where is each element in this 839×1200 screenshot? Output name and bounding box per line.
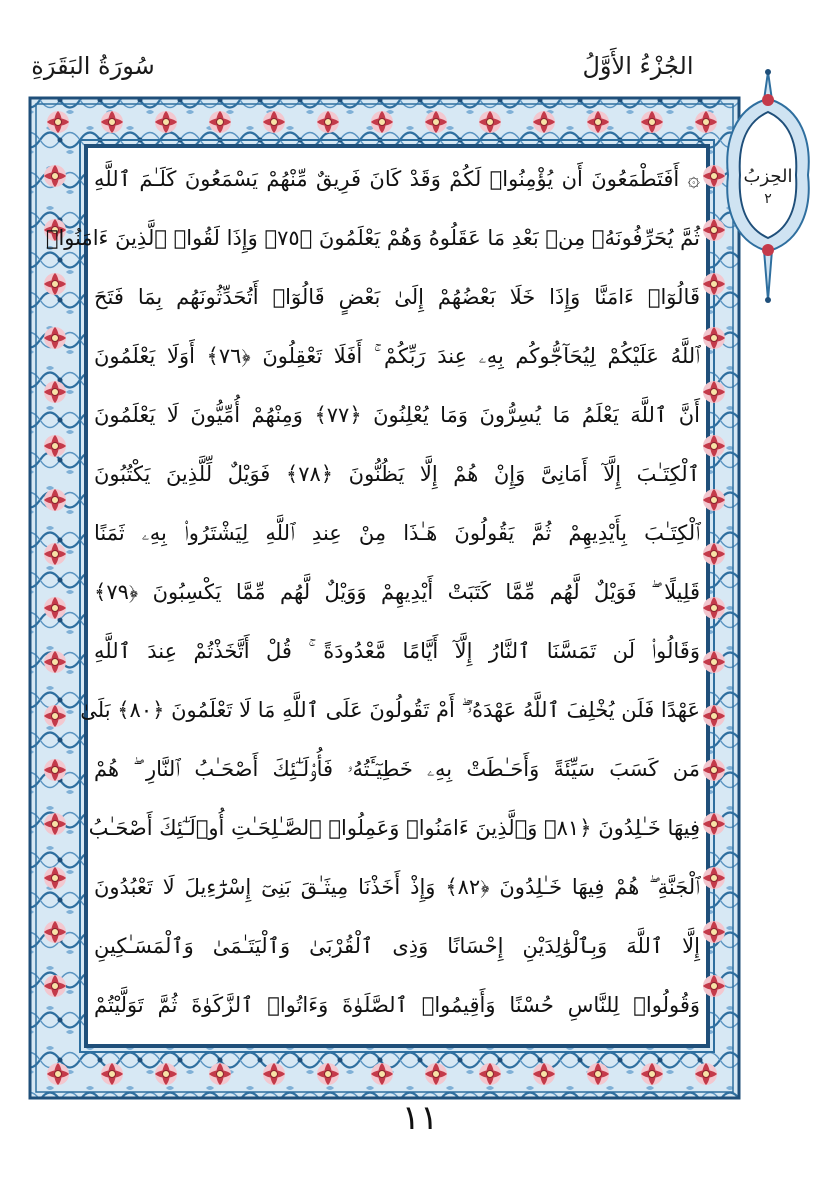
verse-line: عَهْدًا فَلَن يُخْلِفَ ٱللَّهُ عَهْدَهُۥٓ ۖ أَمْ تَقُولُونَ عَلَى ٱللَّهِ مَا لَا تَعْلَمُونَ ﴿٨٠﴾ بَلَىٰ — [80, 698, 700, 722]
verse-line: قَلِيلًا ۖ فَوَيْلٌ لَّهُم مِّمَّا كَتَبَتْ أَيْدِيهِمْ وَوَيْلٌ لَّهُم مِّمَّا يَكْسِبُونَ ﴿٧٩﴾ — [94, 580, 700, 604]
verse-line: ٱلْكِتَـٰبَ إِلَّآ أَمَانِىَّ وَإِنْ هُمْ إِلَّا يَظُنُّونَ ﴿٧٨﴾ فَوَيْلٌ لِّلَّذِينَ يَكْتُبُونَ — [94, 462, 700, 486]
verse-line: ٱلْكِتَـٰبَ بِأَيْدِيهِمْ ثُمَّ يَقُولُونَ هَـٰذَا مِنْ عِندِ ٱللَّهِ لِيَشْتَرُوا۟ بِهِۦ ثَمَنًا — [94, 521, 700, 545]
verse-line: إِلَّا ٱللَّهَ وَبِٱلْوَٰلِدَيْنِ إِحْسَانًا وَذِى ٱلْقُرْبَىٰ وَٱلْيَتَـٰمَىٰ وَٱلْمَسَـٰكِينِ — [94, 934, 700, 958]
verse-line: ۞ أَفَتَطْمَعُونَ أَن يُؤْمِنُوا۟ لَكُمْ وَقَدْ كَانَ فَرِيقٌ مِّنْهُمْ يَسْمَعُونَ كَلَـٰمَ ٱللَّهِ — [94, 167, 700, 191]
hizb-label — [728, 166, 808, 210]
verse-line: ٱلْجَنَّةِ ۖ هُمْ فِيهَا خَـٰلِدُونَ ﴿٨٢﴾ وَإِذْ أَخَذْنَا مِيثَـٰقَ بَنِىٓ إِسْرَٰٓءِيلَ لَا تَعْبُدُونَ — [94, 875, 700, 899]
hizb-number: ٢ — [764, 191, 772, 207]
juz-title: الجُزْءُ الأَوَّلُ — [582, 52, 694, 80]
page-number: ١١ — [401, 1098, 439, 1138]
verse-line: أَنَّ ٱللَّهَ يَعْلَمُ مَا يُسِرُّونَ وَمَا يُعْلِنُونَ ﴿٧٧﴾ وَمِنْهُمْ أُمِّيُّونَ لَا يَعْلَمُونَ — [94, 403, 700, 427]
hizb-title: الحِزبُ — [743, 166, 793, 187]
verse-line: ٱللَّهُ عَلَيْكُمْ لِيُحَآجُّوكُم بِهِۦ عِندَ رَبِّكُمْ ۚ أَفَلَا تَعْقِلُونَ ﴿٧٦﴾ أَوَلَا يَعْلَمُونَ — [94, 344, 700, 368]
verse-line: قَالُوٓا۟ ءَامَنَّا وَإِذَا خَلَا بَعْضُهُمْ إِلَىٰ بَعْضٍ قَالُوٓا۟ أَتُحَدِّثُونَهُم بِمَا فَتَحَ — [94, 285, 700, 309]
verse-line: مَن كَسَبَ سَيِّئَةً وَأَحَـٰطَتْ بِهِۦ خَطِيٓـَٔتُهُۥ فَأُو۟لَـٰٓئِكَ أَصْحَـٰبُ ٱلنَّارِ ۖ هُمْ — [94, 757, 700, 781]
surah-title: سُورَةُ البَقَرَةِ — [31, 52, 155, 80]
verse-line: فِيهَا خَـٰلِدُونَ ﴿٨١﴾ وَٱلَّذِينَ ءَامَنُوا۟ وَعَمِلُوا۟ ٱلصَّـٰلِحَـٰتِ أُو۟لَـٰٓئِكَ أَصْحَـٰبُ — [88, 816, 700, 840]
verse-line: ثُمَّ يُحَرِّفُونَهُۥ مِنۢ بَعْدِ مَا عَقَلُوهُ وَهُمْ يَعْلَمُونَ ﴿٧٥﴾ وَإِذَا لَقُوا۟ ٱلَّذِينَ ءَامَنُوا۟ — [45, 226, 700, 250]
verse-line: وَقَالُوا۟ لَن تَمَسَّنَا ٱلنَّارُ إِلَّآ أَيَّامًا مَّعْدُودَةً ۚ قُلْ أَتَّخَذْتُمْ عِندَ ٱللَّهِ — [94, 639, 700, 663]
verse-line: وَقُولُوا۟ لِلنَّاسِ حُسْنًا وَأَقِيمُوا۟ ٱلصَّلَوٰةَ وَءَاتُوا۟ ٱلزَّكَوٰةَ ثُمَّ تَوَلَّيْتُمْ — [94, 993, 700, 1017]
verse-text — [45, 152, 700, 1042]
